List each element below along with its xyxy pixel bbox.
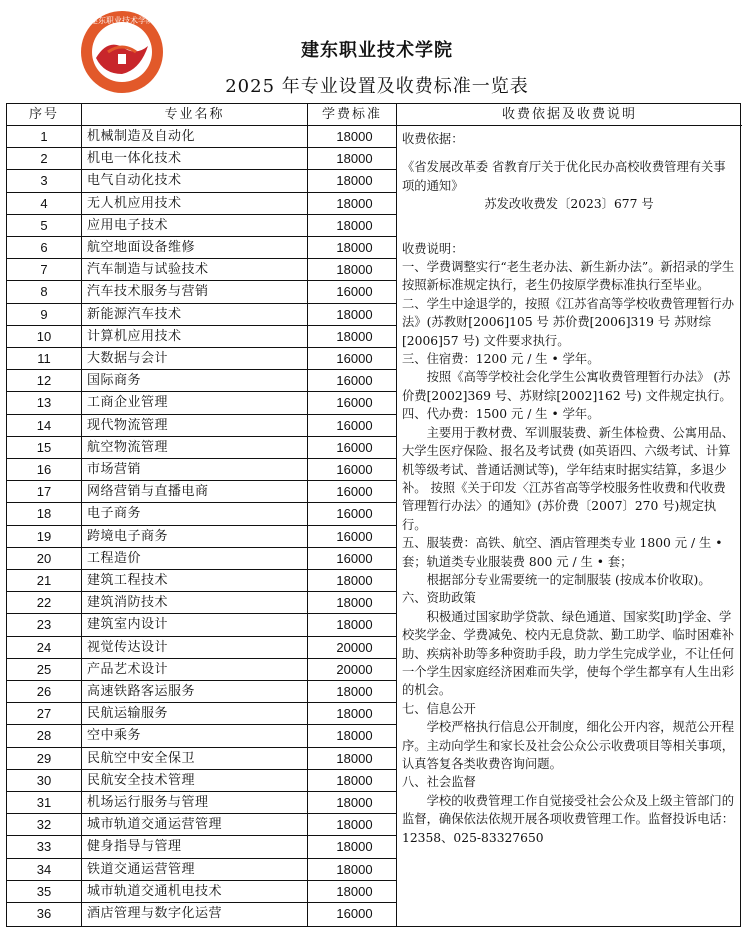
row-number: 21 (36, 573, 52, 588)
row-number: 30 (36, 772, 52, 788)
table-row (7, 348, 397, 370)
row-number: 13 (36, 395, 52, 411)
table-row (7, 370, 397, 392)
row-number: 26 (36, 684, 52, 699)
note-7-body: 学校严格执行信息公开制度，细化公开内容，规范公开程序。主动向学生和家长及社会公众公示收费项目等相关事项，认真答复各类收费咨询问题。 (402, 720, 735, 771)
table-row (7, 614, 397, 636)
tuition-fee: 16000 (336, 550, 373, 566)
note-5-title: 五、服装费：高铁、航空、酒店管理类专业 1800 元 / 生 • 套；轨道类专业服装费 800 元 / 生 • 套； (402, 536, 727, 569)
tuition-fee: 16000 (336, 484, 373, 500)
row-number: 24 (36, 639, 52, 655)
major-name: 建筑工程技术 (87, 573, 169, 588)
tuition-fee: 18000 (336, 195, 373, 211)
tuition-fee: 18000 (336, 129, 373, 144)
tuition-fee: 18000 (336, 617, 373, 633)
tuition-fee: 18000 (336, 595, 373, 611)
major-name: 视觉传达设计 (87, 639, 169, 655)
tuition-fee: 16000 (336, 417, 373, 433)
table-row (7, 637, 397, 659)
table-row (7, 881, 397, 903)
table-row (7, 481, 397, 503)
major-name: 航空物流管理 (87, 439, 169, 455)
major-name: 电子商务 (87, 506, 142, 522)
table-row (7, 437, 397, 459)
note-8-title: 八、社会监督 (402, 775, 476, 790)
tuition-fee: 16000 (336, 373, 373, 389)
major-name: 空中乘务 (87, 728, 142, 744)
table-header-row (7, 104, 397, 126)
table-row (7, 836, 397, 858)
table-row (7, 304, 397, 326)
basis-document: 《省发展改革委 省教育厅关于优化民办高校收费管理有关事项的通知》 (402, 160, 726, 193)
row-number: 12 (36, 373, 52, 389)
note-6-title: 六、资助政策 (402, 591, 476, 606)
tuition-fee: 16000 (336, 395, 373, 411)
row-number: 3 (40, 173, 48, 189)
row-number: 1 (40, 129, 48, 144)
major-name: 机械制造及自动化 (87, 129, 196, 144)
tuition-fee: 18000 (336, 817, 373, 833)
tuition-fee: 16000 (336, 439, 373, 455)
fee-table (6, 103, 741, 927)
row-number: 32 (36, 817, 52, 833)
tuition-fee: 16000 (336, 906, 373, 921)
table-row (7, 792, 397, 814)
tuition-fee: 18000 (336, 728, 373, 744)
tuition-fee: 18000 (336, 684, 373, 699)
tuition-fee: 18000 (336, 573, 373, 588)
tuition-fee: 16000 (336, 462, 373, 477)
tuition-fee: 18000 (336, 217, 373, 233)
tuition-fee: 18000 (336, 262, 373, 278)
row-number: 5 (40, 217, 48, 233)
major-name: 无人机应用技术 (87, 195, 182, 211)
header-notes: 收费依据及收费说明 (397, 104, 742, 126)
table-row (7, 681, 397, 703)
major-name: 城市轨道交通机电技术 (87, 883, 223, 899)
major-name: 应用电子技术 (87, 217, 169, 233)
tuition-fee: 16000 (336, 506, 373, 522)
major-name: 大数据与会计 (87, 351, 169, 366)
major-name: 民航空中安全保卫 (87, 750, 196, 766)
major-name: 健身指导与管理 (87, 839, 182, 855)
row-number: 35 (36, 883, 52, 899)
major-name: 汽车制造与试验技术 (87, 262, 209, 278)
major-name: 电气自动化技术 (87, 173, 182, 189)
tuition-fee: 16000 (336, 528, 373, 544)
major-name: 国际商务 (87, 373, 142, 389)
table-row (7, 237, 397, 259)
note-5-body: 根据部分专业需要统一的定制服装 (按成本价收取)。 (402, 572, 711, 587)
row-number: 4 (40, 195, 48, 211)
tuition-fee: 18000 (336, 173, 373, 189)
major-name: 产品艺术设计 (87, 661, 169, 677)
note-8-body: 学校的收费管理工作自觉接受社会公众及上级主管部门的监督，确保依法依规开展各项收费管理工作。监督投诉电话：12358、025-83327650 (402, 793, 735, 845)
note-7-title: 七、信息公开 (402, 701, 476, 716)
major-name: 建筑室内设计 (87, 617, 169, 633)
tuition-fee: 20000 (336, 639, 373, 655)
tuition-fee: 18000 (336, 240, 373, 255)
row-number: 28 (36, 728, 52, 744)
row-number: 9 (40, 306, 48, 322)
table-row (7, 526, 397, 548)
major-name: 网络营销与直播电商 (87, 484, 209, 500)
row-number: 25 (36, 661, 52, 677)
row-number: 19 (36, 528, 52, 544)
row-number: 17 (36, 484, 52, 500)
row-number: 27 (36, 706, 52, 722)
logo-text: 建东职业技术学院 (90, 16, 154, 25)
row-number: 8 (40, 284, 48, 300)
tuition-fee: 20000 (336, 661, 373, 677)
table-row (7, 903, 397, 925)
tuition-fee: 18000 (336, 795, 373, 810)
table-row (7, 592, 397, 614)
row-number: 11 (37, 351, 51, 366)
major-name: 跨境电子商务 (87, 528, 169, 544)
table-row (7, 126, 397, 148)
table-row (7, 770, 397, 792)
major-name: 计算机应用技术 (87, 328, 182, 344)
note-3-title: 三、住宿费：1200 元 / 生 • 学年。 (402, 352, 600, 367)
document-title: 2025 年专业设置及收费标准一览表 (225, 76, 529, 97)
table-row (7, 459, 397, 481)
table-row (7, 570, 397, 592)
table-row (7, 548, 397, 570)
table-row (7, 170, 397, 192)
row-number: 31 (36, 795, 52, 810)
table-row (7, 259, 397, 281)
row-number: 7 (40, 262, 48, 278)
explain-title: 收费说明： (402, 241, 464, 256)
note-2: 二、学生中途退学的，按照《江苏省高等学校收费管理暂行办法》(苏教财[2006]105 号 苏价费[2006]319 号 苏财综[2006]57 号) 文件要求执行。 (402, 296, 735, 348)
row-number: 29 (36, 750, 52, 766)
note-6-body: 积极通过国家助学贷款、绿色通道、国家奖[助]学金、学校奖学金、学费减免、校内无息贷款、勤工助学、临时困难补助、疾病补助等多种资助手段，助力学生完成学业，不让任何一个学生因家庭经济困难而失学，使每个学生都享有人生出彩的机会。 (402, 609, 735, 698)
table-row (7, 392, 397, 414)
major-name: 航空地面设备维修 (87, 240, 196, 255)
row-number: 10 (36, 328, 52, 344)
table-row (7, 725, 397, 747)
tuition-fee: 18000 (336, 772, 373, 788)
row-number: 34 (36, 861, 52, 877)
major-name: 汽车技术服务与营销 (87, 284, 209, 300)
major-name: 机场运行服务与管理 (87, 795, 209, 810)
row-number: 22 (36, 595, 52, 611)
row-number: 16 (36, 462, 52, 477)
tuition-fee: 16000 (336, 284, 373, 300)
table-row (7, 326, 397, 348)
tuition-fee: 18000 (336, 306, 373, 322)
note-1: 一、学费调整实行“老生老办法、新生新办法”。新招录的学生按照新标准规定执行，老生仍按原学费标准执行至毕业。 (402, 260, 735, 293)
major-name: 新能源汽车技术 (87, 306, 182, 322)
table-row (7, 193, 397, 215)
major-name: 工程造价 (87, 550, 142, 566)
major-name: 高速铁路客运服务 (87, 684, 196, 699)
tuition-fee: 18000 (336, 883, 373, 899)
table-row (7, 859, 397, 881)
header-no: 序号 (28, 107, 59, 122)
table-row (7, 703, 397, 725)
note-4-title: 四、代办费：1500 元 / 生 • 学年。 (402, 407, 600, 422)
major-name: 铁道交通运营管理 (87, 861, 196, 877)
tuition-fee: 16000 (336, 351, 373, 366)
table-row (7, 215, 397, 237)
major-name: 城市轨道交通运营管理 (87, 817, 223, 833)
major-name: 市场营销 (87, 462, 142, 477)
note-3-body: 按照《高等学校社会化学生公寓收费管理暂行办法》 (苏价费[2002]369 号、苏财综[2002]162 号) 文件规定执行。 (402, 370, 732, 403)
major-name: 建筑消防技术 (87, 595, 169, 611)
note-4-body: 主要用于教材费、军训服装费、新生体检费、公寓用品、大学生医疗保险、报名及考试费 (如英语四、六级考试、计算机等级考试、普通话测试等)，学年结束时据实结算，多退少补。 按照《关于印发〈江苏省高等学校服务性收费和代收费管理暂行办法〉的通知》(苏价费〔2007〕270 号)规定执行。 (402, 425, 735, 532)
tuition-fee: 18000 (336, 151, 373, 167)
tuition-fee: 18000 (336, 706, 373, 722)
row-number: 15 (36, 439, 52, 455)
table-row (7, 415, 397, 437)
major-name: 民航安全技术管理 (87, 772, 196, 788)
table-row (7, 659, 397, 681)
row-number: 2 (40, 151, 48, 167)
row-number: 20 (36, 550, 52, 566)
tuition-fee: 18000 (336, 861, 373, 877)
row-number: 18 (36, 506, 52, 522)
major-name: 民航运输服务 (87, 706, 169, 722)
basis-title: 收费依据： (402, 132, 464, 146)
row-number: 6 (40, 240, 48, 255)
major-name: 机电一体化技术 (87, 151, 182, 167)
header-fee: 学费标准 (321, 107, 382, 122)
major-name: 酒店管理与数字化运营 (87, 906, 223, 921)
row-number: 33 (36, 839, 52, 855)
table-row (7, 503, 397, 525)
row-number: 36 (36, 906, 52, 921)
tuition-fee: 18000 (336, 328, 373, 344)
header-major: 专业名称 (164, 107, 225, 122)
row-number: 14 (36, 417, 52, 433)
row-number: 23 (36, 617, 52, 633)
table-row (7, 814, 397, 836)
school-name: 建东职业技术学院 (301, 40, 453, 61)
table-row (7, 281, 397, 303)
table-row (7, 148, 397, 170)
major-name: 现代物流管理 (87, 417, 169, 433)
tuition-fee: 18000 (336, 750, 373, 766)
major-name: 工商企业管理 (87, 395, 169, 411)
notes-panel (397, 126, 742, 847)
table-row (7, 748, 397, 770)
basis-reference: 苏发改收费发〔2023〕677 号 (484, 197, 654, 212)
tuition-fee: 18000 (336, 839, 373, 855)
